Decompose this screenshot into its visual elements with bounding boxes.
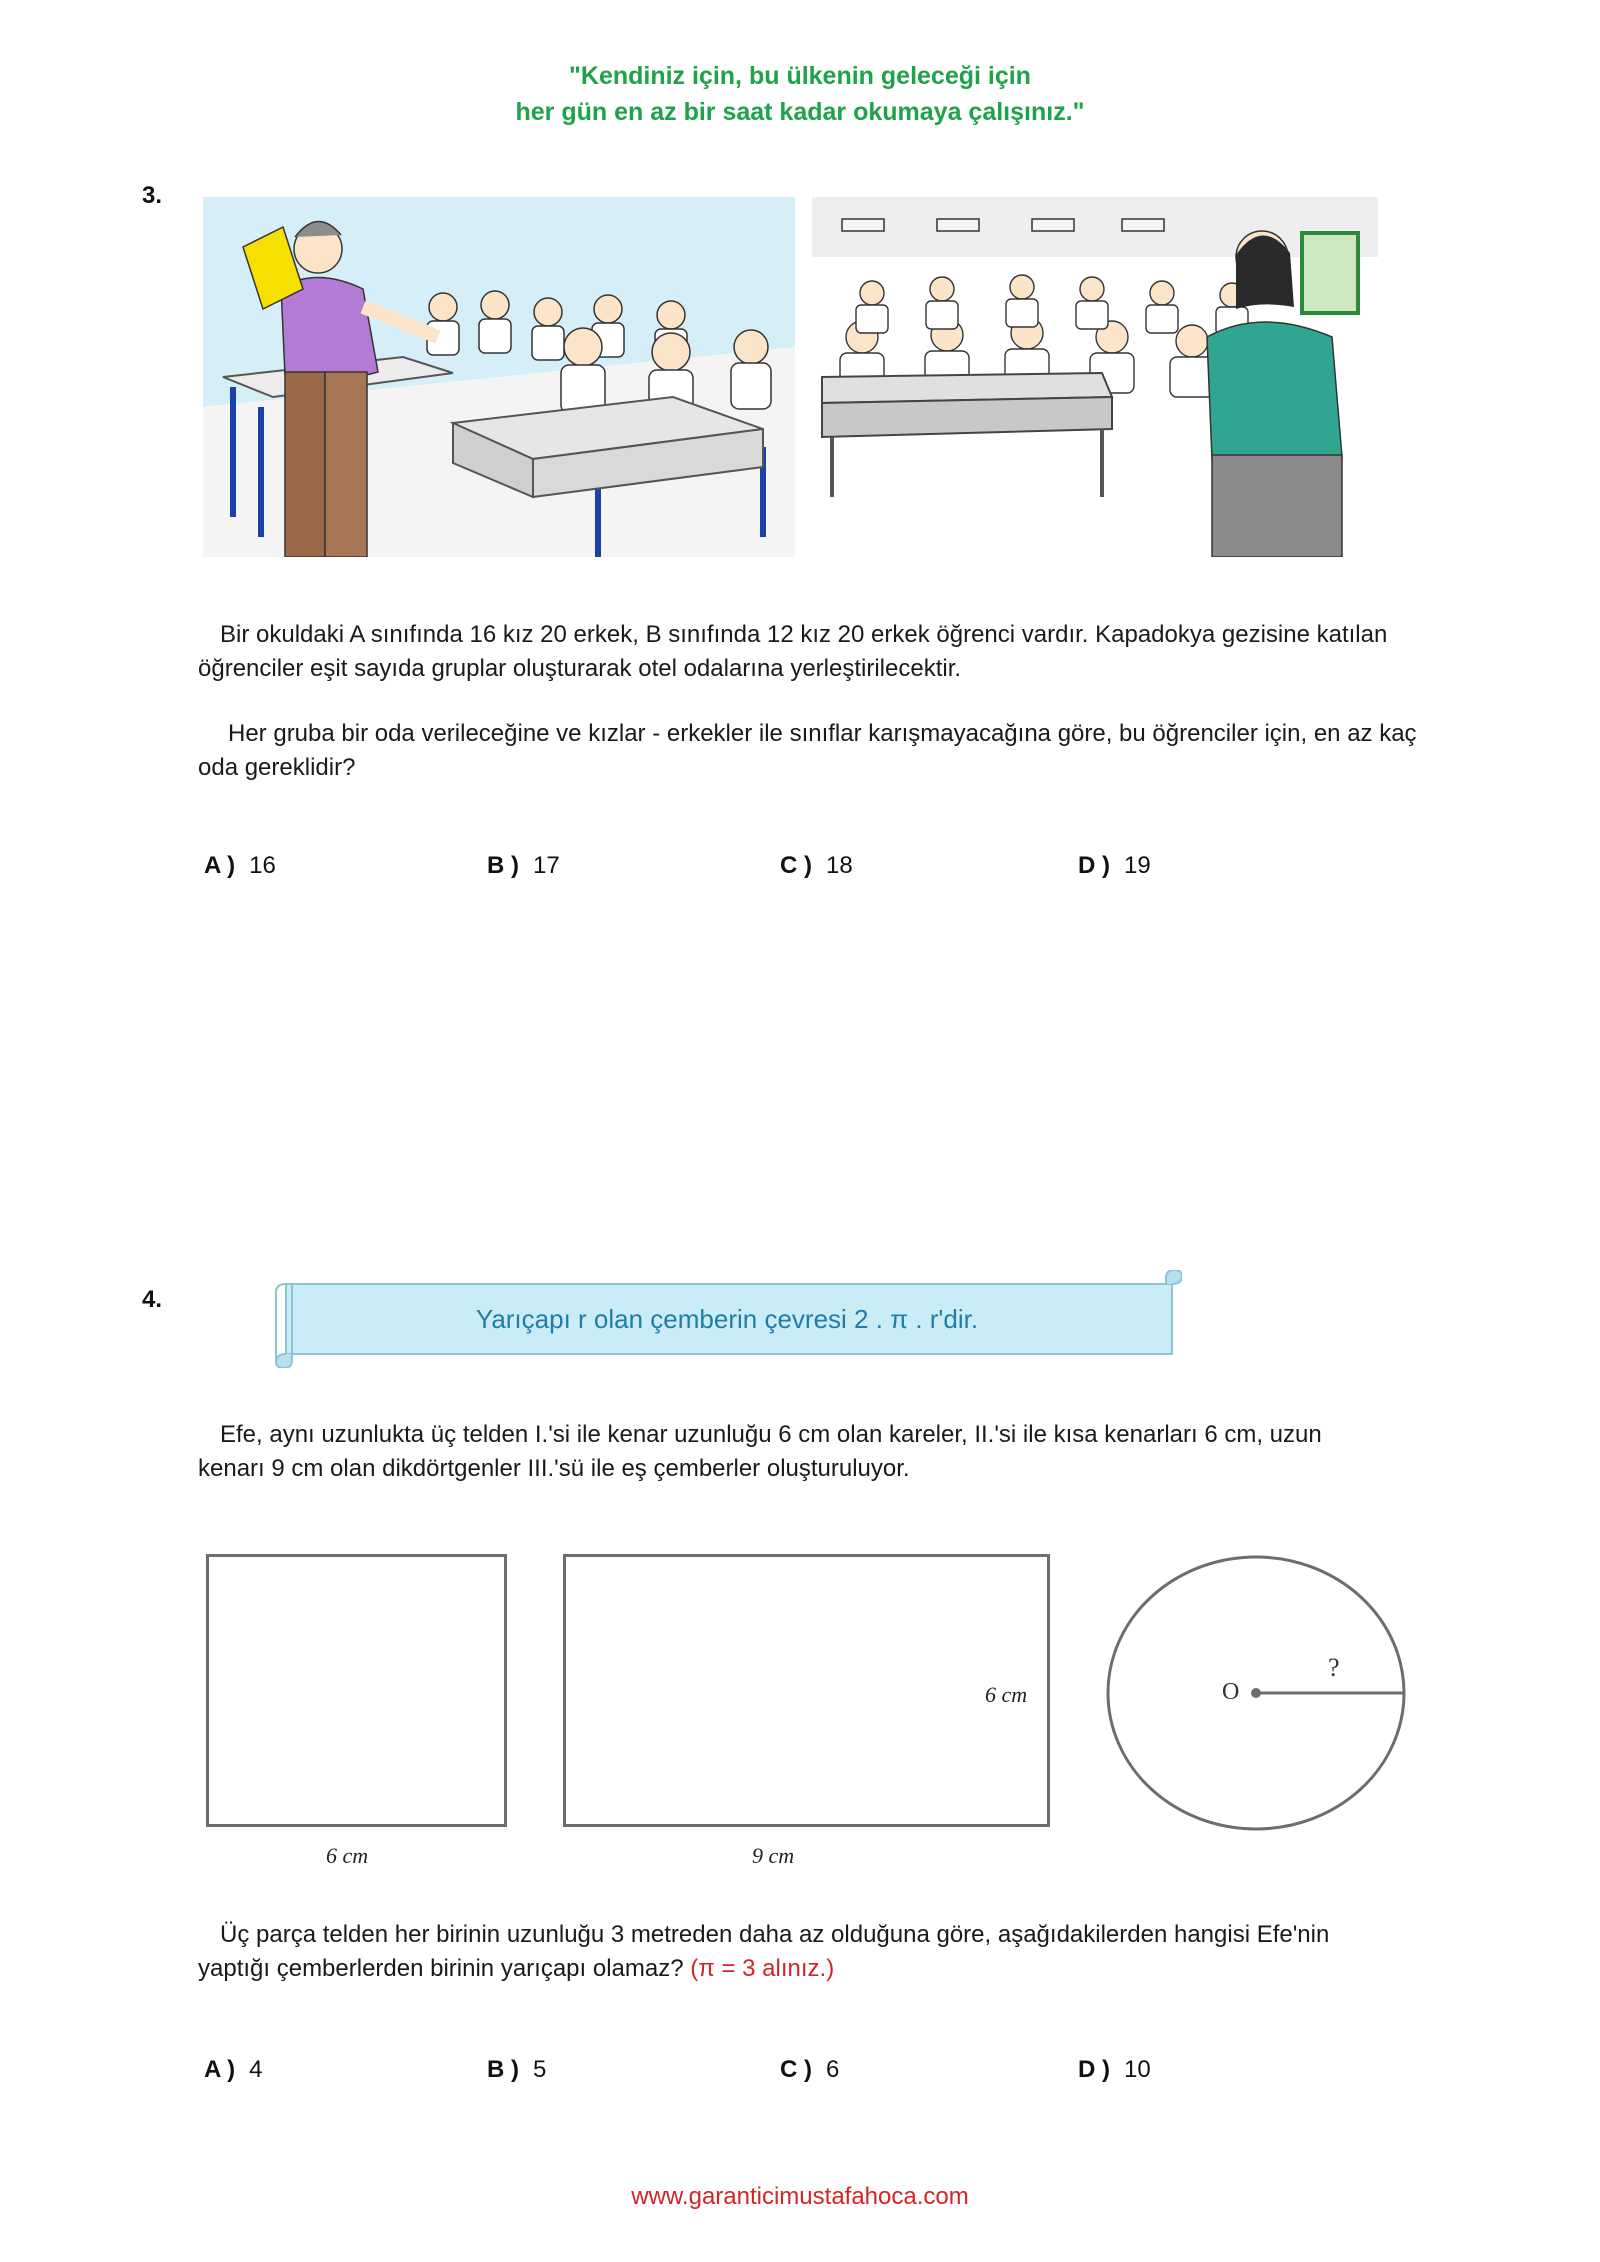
option-label: D )	[1078, 2056, 1110, 2083]
question-3-paragraph-1	[198, 618, 1428, 686]
question-4-option-a[interactable]	[204, 2056, 262, 2084]
option-label: C )	[780, 2056, 812, 2083]
formula-info-box	[272, 1270, 1182, 1368]
question-3-number: 3.	[142, 182, 163, 209]
motto-line-1: "Kendiniz için, bu ülkenin geleceği için	[569, 62, 1031, 90]
circle-center-label: O	[1222, 1679, 1240, 1705]
formula-text: Yarıçapı r olan çemberin çevresi 2 . π . r'dir.	[475, 1304, 979, 1334]
question-4-option-c[interactable]	[780, 2056, 839, 2084]
question-3-option-b[interactable]	[487, 852, 560, 880]
rectangle-width-label: 9 cm	[752, 1843, 795, 1868]
motto-line-2: her gün en az bir saat kadar okumaya çalışınız."	[515, 98, 1085, 126]
option-value: 18	[826, 852, 853, 879]
option-label: B )	[487, 852, 519, 879]
rectangle-height-label: 6 cm	[985, 1682, 1028, 1707]
question-3-option-a[interactable]	[204, 852, 276, 880]
circle-radius-label: ?	[1328, 1653, 1340, 1682]
question-3-paragraph-2	[198, 717, 1428, 785]
footer-website-link[interactable]: www.garanticimustafahoca.com	[631, 2183, 969, 2210]
square-figure	[206, 1554, 507, 1827]
question-4-paragraph-1-text: Efe, aynı uzunlukta üç telden I.'si ile kenar uzunluğu 6 cm olan kareler, II.'si ile kısa kenarları 6 cm, uzun kenarı 9 cm olan dikdörtgenler III.'sü ile eş çemberler oluşturuluyor.	[198, 1421, 1322, 1482]
question-4-paragraph-2	[198, 1918, 1398, 1986]
option-value: 19	[1124, 852, 1151, 879]
classroom-illustration-right	[812, 197, 1378, 557]
option-value: 5	[533, 2056, 547, 2083]
question-4-option-b[interactable]	[487, 2056, 546, 2084]
question-4-number: 4.	[142, 1286, 163, 1313]
option-value: 6	[826, 2056, 840, 2083]
option-value: 4	[249, 2056, 263, 2083]
option-label: B )	[487, 2056, 519, 2083]
question-4-paragraph-1	[198, 1418, 1348, 1486]
classroom-illustration-left	[203, 197, 795, 557]
question-4-paragraph-2-text: Üç parça telden her birinin uzunluğu 3 metreden daha az olduğuna göre, aşağıdakilerden hangisi Efe'nin yaptığı çemberlerden birinin yarıçapı olamaz?	[198, 1921, 1330, 1982]
option-value: 10	[1124, 2056, 1151, 2083]
motto-quote	[0, 58, 1600, 130]
option-value: 16	[249, 852, 276, 879]
question-3-option-c[interactable]	[780, 852, 853, 880]
option-value: 17	[533, 852, 560, 879]
option-label: A )	[204, 2056, 236, 2083]
option-label: D )	[1078, 852, 1110, 879]
question-3-paragraph-1-text: Bir okuldaki A sınıfında 16 kız 20 erkek, B sınıfında 12 kız 20 erkek öğrenci vardır. Kapadokya gezisine katılan öğrenciler eşit sayıda gruplar oluşturarak otel odalarına yerleştirilecektir.	[198, 621, 1388, 682]
question-4-option-d[interactable]	[1078, 2056, 1151, 2084]
option-label: A )	[204, 852, 236, 879]
option-label: C )	[780, 852, 812, 879]
rectangle-figure	[563, 1554, 1050, 1827]
pi-note: (π = 3 alınız.)	[690, 1955, 835, 1982]
question-3-paragraph-2-text: Her gruba bir oda verileceğine ve kızlar - erkekler ile sınıflar karışmayacağına göre, bu öğrenciler için, en az kaç oda gereklidir?	[198, 720, 1417, 781]
question-3-option-d[interactable]	[1078, 852, 1151, 880]
square-side-label: 6 cm	[326, 1843, 369, 1868]
circle-figure	[1104, 1553, 1408, 1833]
